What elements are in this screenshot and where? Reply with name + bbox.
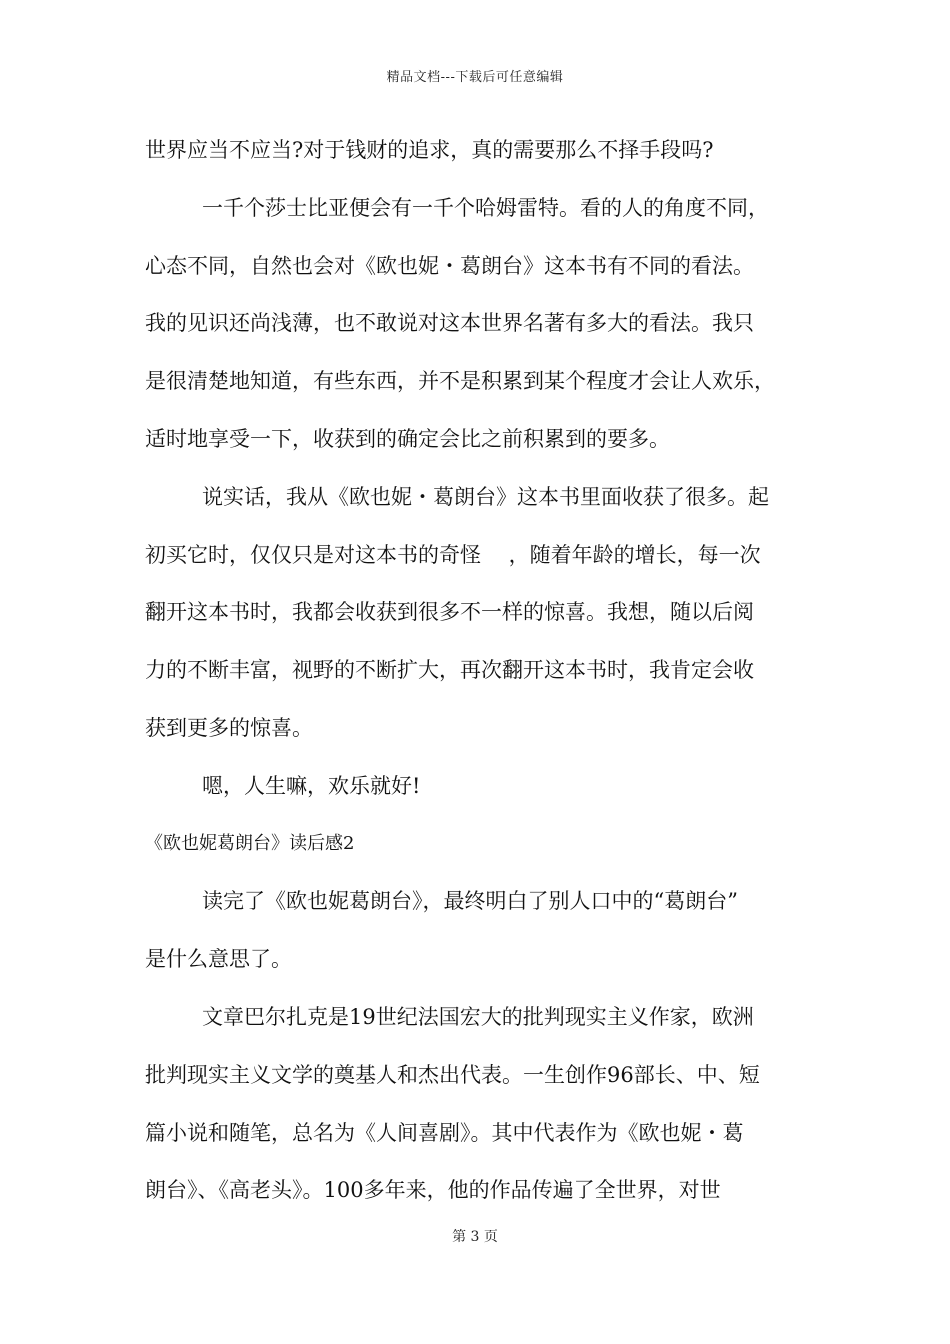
- paragraph-line: 力的不断丰富，视野的不断扩大，再次翻开这本书时，我肯定会收: [145, 658, 754, 683]
- page-header: 精品文档---下载后可任意编辑: [386, 70, 564, 85]
- paragraph-line: 适时地享受一下，收获到的确定会比之前积累到的要多。: [145, 426, 670, 451]
- paragraph-line: 获到更多的惊喜。: [145, 715, 313, 740]
- paragraph-line: 是很清楚地知道，有些东西，并不是积累到某个程度才会让人欢乐，: [145, 369, 775, 394]
- paragraph-line: 批判现实主义文学的奠基人和杰出代表。一生创作96部长、中、短: [145, 1062, 760, 1087]
- paragraph-line: 是什么意思了。: [145, 947, 292, 972]
- paragraph-line: 一千个莎士比亚便会有一千个哈姆雷特。看的人的角度不同，: [202, 195, 769, 220]
- paragraph-line: 世界应当不应当?对于钱财的追求，真的需要那么不择手段吗?: [145, 138, 714, 162]
- paragraph-line: 心态不同，自然也会对《欧也妮・葛朗台》这本书有不同的看法。: [145, 253, 754, 278]
- paragraph-line: 说实话，我从《欧也妮・葛朗台》这本书里面收获了很多。起: [202, 484, 769, 509]
- paragraph-line: 文章巴尔扎克是19世纪法国宏大的批判现实主义作家，欧洲: [202, 1004, 754, 1029]
- paragraph-line: 我的见识还尚浅薄，也不敢说对这本世界名著有多大的看法。我只: [145, 311, 754, 336]
- paragraph-line: 读完了《欧也妮葛朗台》，最终明白了别人口中的“葛朗台”: [202, 889, 738, 914]
- section-title: 《欧也妮葛朗台》读后感2: [145, 832, 355, 854]
- paragraph-line: 篇小说和随笔，总名为《人间喜剧》。其中代表作为《欧也妮・葛: [145, 1120, 744, 1145]
- page-number: 第 3 页: [452, 1229, 498, 1245]
- paragraph-line: 初买它时，仅仅只是对这本书的奇怪 ，随着年龄的增长，每一次: [145, 542, 761, 567]
- paragraph-line: 朗台》、《高老头》。100多年来，他的作品传遍了全世界，对世: [145, 1178, 721, 1203]
- paragraph-line: 翻开这本书时，我都会收获到很多不一样的惊喜。我想，随以后阅: [145, 600, 754, 625]
- paragraph-line: 嗯，人生嘛，欢乐就好!: [202, 773, 421, 798]
- document-body: [145, 130, 809, 1228]
